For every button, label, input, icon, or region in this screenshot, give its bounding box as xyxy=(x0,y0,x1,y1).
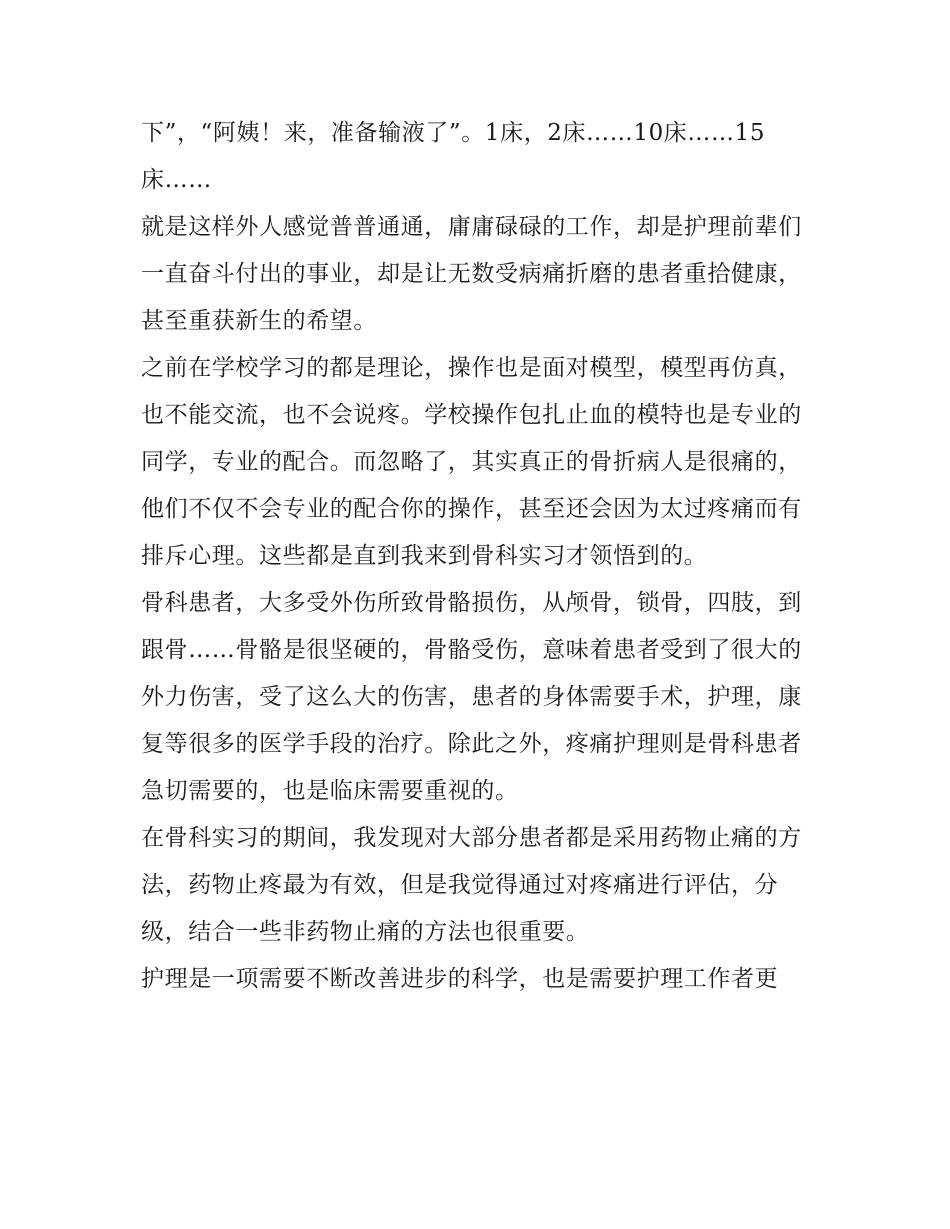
paragraph: 护理是一项需要不断改善进步的科学，也是需要护理工作者更 xyxy=(141,966,779,992)
paragraph: 骨科患者，大多受外伤所致骨骼损伤，从颅骨，锁骨，四肢，到跟骨……骨骼是很坚硬的，骨骼受伤，意味着患者受到了很大的外力伤害，受了这么大的伤害，患者的身体需要手术，护理，康复等很多的医学手段的治疗。除此之外，疼痛护理则是骨科患者急切需要的，也是临床需要重视的。 xyxy=(141,590,802,804)
paragraph: 就是这样外人感觉普普通通，庸庸碌碌的工作，却是护理前辈们一直奋斗付出的事业，却是让无数受病痛折磨的患者重拾健康，甚至重获新生的希望。 xyxy=(141,214,802,334)
paragraph: 下”，“阿姨！来，准备输液了”。1床，2床……10床……15床…… xyxy=(141,120,766,193)
document-body xyxy=(141,110,821,1003)
paragraph: 在骨科实习的期间，我发现对大部分患者都是采用药物止痛的方法，药物止疼最为有效，但是我觉得通过对疼痛进行评估，分级，结合一些非药物止痛的方法也很重要。 xyxy=(141,825,802,945)
paragraph: 之前在学校学习的都是理论，操作也是面对模型，模型再仿真，也不能交流，也不会说疼。学校操作包扎止血的模特也是专业的同学，专业的配合。而忽略了，其实真正的骨折病人是很痛的，他们不仅不会专业的配合你的操作，甚至还会因为太过疼痛而有排斥心理。这些都是直到我来到骨科实习才领悟到的。 xyxy=(141,355,802,569)
